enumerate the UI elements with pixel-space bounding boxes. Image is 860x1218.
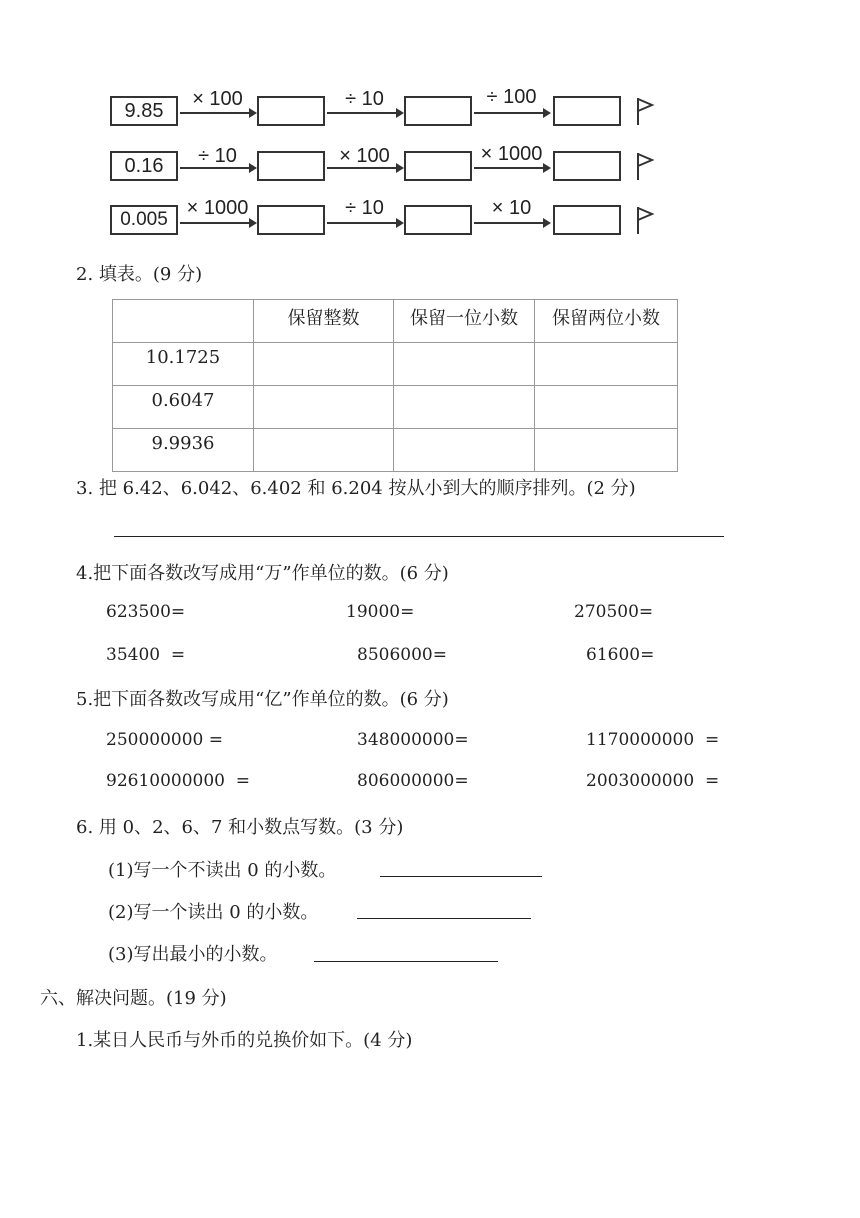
- table-cell-answer[interactable]: [535, 343, 678, 386]
- chain-1-op-1: × 100: [192, 88, 243, 110]
- table-row: [113, 429, 678, 472]
- arrow-icon: [327, 167, 402, 169]
- chain-2-start-box: 0.16: [110, 151, 178, 181]
- table-cell-answer[interactable]: [394, 343, 535, 386]
- chain-1-answer-box-2[interactable]: [404, 96, 472, 126]
- q4-item-1: 623500=: [106, 602, 186, 622]
- table-row-label: 9.9936: [113, 429, 254, 472]
- rounding-table: [112, 299, 678, 472]
- section-6-question-1: 1.某日人民币与外币的兑换价如下。(4 分): [76, 1030, 413, 1051]
- question-6-sub-1: (1)写一个不读出 0 的小数。: [108, 860, 337, 881]
- flag-icon: [636, 96, 656, 126]
- table-cell-answer[interactable]: [254, 386, 394, 429]
- table-header-cell: 保留两位小数: [535, 300, 678, 343]
- chain-1-answer-box-3[interactable]: [553, 96, 621, 126]
- q4-item-6: 61600=: [586, 645, 655, 665]
- arrow-icon: [327, 222, 402, 224]
- q5-item-1: 250000000 =: [106, 730, 223, 750]
- q4-item-2: 19000=: [346, 602, 415, 622]
- q6-sub-2-answer-line[interactable]: [357, 918, 531, 919]
- chain-1-op-3: ÷ 100: [486, 86, 537, 108]
- arrow-icon: [327, 112, 402, 114]
- q5-item-4: 92610000000 =: [106, 771, 251, 791]
- chain-3-answer-box-3[interactable]: [553, 205, 621, 235]
- q5-item-2: 348000000=: [357, 730, 469, 750]
- chain-2-op-3: × 1000: [480, 143, 543, 165]
- arrow-icon: [474, 167, 549, 169]
- q5-item-3: 1170000000 =: [586, 730, 720, 750]
- q5-item-6: 2003000000 =: [586, 771, 720, 791]
- question-6-sub-2: (2)写一个读出 0 的小数。: [108, 902, 319, 923]
- q5-item-5: 806000000=: [357, 771, 469, 791]
- table-cell-answer[interactable]: [535, 386, 678, 429]
- table-row: [113, 386, 678, 429]
- arrow-icon: [474, 222, 549, 224]
- q4-item-3: 270500=: [574, 602, 654, 622]
- arrow-icon: [474, 112, 549, 114]
- table-row: [113, 343, 678, 386]
- chain-2-answer-box-3[interactable]: [553, 151, 621, 181]
- question-5-title: 5.把下面各数改写成用“亿”作单位的数。(6 分): [76, 689, 449, 710]
- arrow-icon: [180, 112, 255, 114]
- chain-2-op-2: × 100: [339, 145, 390, 167]
- question-4-title: 4.把下面各数改写成用“万”作单位的数。(6 分): [76, 563, 449, 584]
- q6-sub-3-answer-line[interactable]: [314, 961, 498, 962]
- q6-sub-1-answer-line[interactable]: [380, 876, 542, 877]
- table-cell-answer[interactable]: [394, 386, 535, 429]
- arrow-icon: [180, 222, 255, 224]
- q4-item-4: 35400 =: [106, 645, 186, 665]
- table-cell-answer[interactable]: [535, 429, 678, 472]
- chain-3-op-3: × 10: [491, 197, 532, 219]
- question-6-title: 6. 用 0、2、6、7 和小数点写数。(3 分): [76, 817, 404, 838]
- chain-3-op-1: × 1000: [186, 197, 249, 219]
- chain-3-answer-box-2[interactable]: [404, 205, 472, 235]
- table-row-label: 10.1725: [113, 343, 254, 386]
- table-header-cell: 保留整数: [254, 300, 394, 343]
- flag-icon: [636, 151, 656, 181]
- table-header-row: [113, 300, 678, 343]
- table-cell-answer[interactable]: [254, 343, 394, 386]
- chain-2-op-1: ÷ 10: [198, 145, 237, 167]
- chain-1-answer-box-1[interactable]: [257, 96, 325, 126]
- question-3-answer-line[interactable]: [114, 536, 724, 537]
- section-6-title: 六、解决问题。(19 分): [40, 988, 227, 1009]
- chain-2-answer-box-1[interactable]: [257, 151, 325, 181]
- table-cell-answer[interactable]: [394, 429, 535, 472]
- chain-1-op-2: ÷ 10: [345, 88, 384, 110]
- question-3-title: 3. 把 6.42、6.042、6.402 和 6.204 按从小到大的顺序排列。(2 分): [76, 478, 636, 499]
- q4-item-5: 8506000=: [357, 645, 447, 665]
- chain-3-op-2: ÷ 10: [345, 197, 384, 219]
- chain-3-answer-box-1[interactable]: [257, 205, 325, 235]
- table-header-cell: [113, 300, 254, 343]
- chain-3-start-box: 0.005: [110, 205, 178, 235]
- table-cell-answer[interactable]: [254, 429, 394, 472]
- table-row-label: 0.6047: [113, 386, 254, 429]
- chain-1-start-box: 9.85: [110, 96, 178, 126]
- arrow-icon: [180, 167, 255, 169]
- flag-icon: [636, 205, 656, 235]
- chain-2-answer-box-2[interactable]: [404, 151, 472, 181]
- question-2-title: 2. 填表。(9 分): [76, 264, 203, 285]
- table-header-cell: 保留一位小数: [394, 300, 535, 343]
- question-6-sub-3: (3)写出最小的小数。: [108, 944, 278, 965]
